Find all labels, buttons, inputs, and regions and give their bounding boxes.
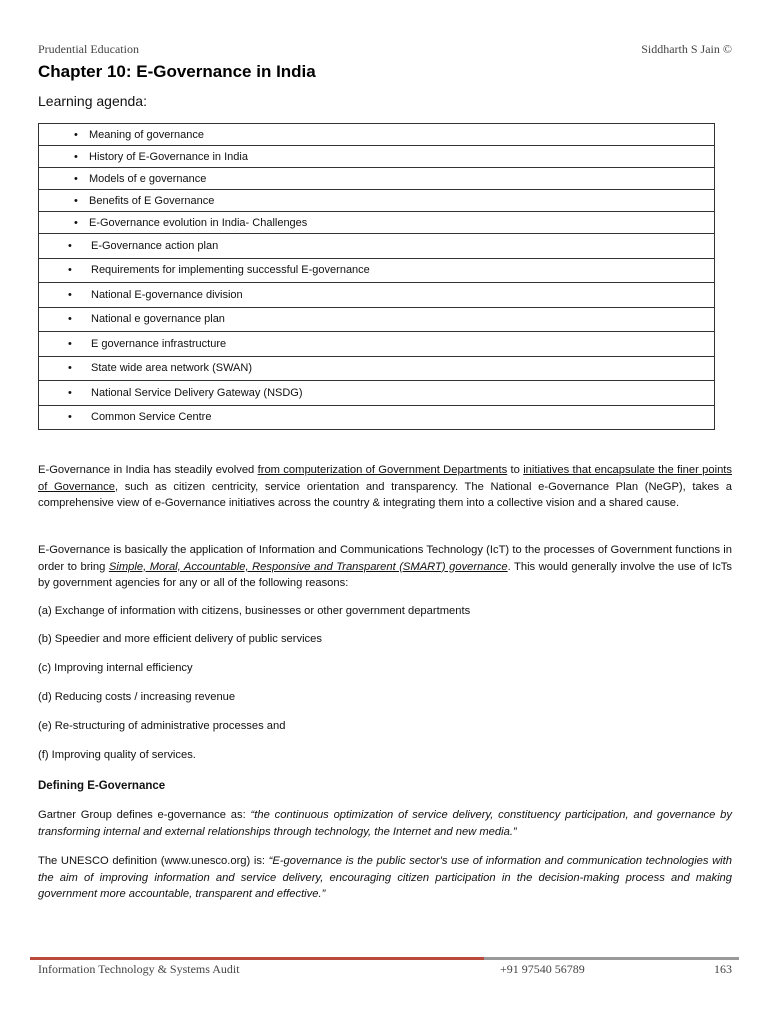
bullet-icon: • [68, 313, 72, 326]
bullet-icon: • [74, 216, 78, 229]
agenda-item: Models of e governance [89, 172, 207, 185]
agenda-row [39, 124, 715, 146]
unesco-paragraph: The UNESCO definition (www.unesco.org) is: “E-governance is the public sector's use of information and communication technologies with the aim of improving information and service delivery, encouraging citizen participation in the decision-making process and making government more accountable, transparent and effective.” [38, 855, 732, 901]
section-heading: Defining E-Governance [38, 780, 166, 792]
agenda-item: Common Service Centre [91, 411, 212, 424]
learning-agenda-label: Learning agenda: [38, 93, 147, 109]
bullet-icon: • [68, 362, 72, 375]
reason-item: (a) Exchange of information with citizens, businesses or other government departments [38, 605, 471, 617]
page-number: 163 [714, 962, 732, 976]
footer-course-title: Information Technology & Systems Audit [38, 962, 240, 976]
agenda-item: National Service Delivery Gateway (NSDG) [91, 386, 303, 399]
intro-paragraph: E-Governance in India has steadily evolved from computerization of Government Departments to initiatives that encapsulate the finer points of Governance, such as citizen centricity, service orientation and transparency. The National e-Governance Plan (NeGP), takes a comprehensive view of e-Governance initiatives across the country & integrating them into a collective vision and a shared cause. [38, 464, 733, 510]
agenda-row [39, 381, 715, 406]
agenda-row [39, 283, 715, 308]
agenda-item: State wide area network (SWAN) [91, 362, 252, 375]
agenda-row [39, 212, 715, 234]
agenda-item: E-Governance evolution in India- Challenges [89, 216, 308, 229]
agenda-row [39, 146, 715, 168]
footer-rule-accent [30, 957, 484, 960]
agenda-item: National e governance plan [91, 313, 225, 326]
agenda-item: History of E-Governance in India [89, 150, 248, 163]
agenda-table [38, 123, 715, 430]
agenda-row [39, 168, 715, 190]
bullet-icon: • [68, 411, 72, 424]
agenda-item: Benefits of E Governance [89, 194, 215, 207]
bullet-icon: • [68, 386, 72, 399]
agenda-row [39, 307, 715, 332]
agenda-item: E governance infrastructure [91, 337, 227, 350]
bullet-icon: • [68, 239, 72, 252]
running-header [38, 42, 732, 58]
agenda-row [39, 405, 715, 430]
bullet-icon: • [74, 128, 78, 141]
bullet-icon: • [68, 337, 72, 350]
agenda-row [39, 356, 715, 381]
agenda-row [39, 332, 715, 357]
header-publisher: Prudential Education [38, 42, 139, 56]
agenda-row [39, 234, 715, 259]
footer-phone: +91 97540 56789 [500, 962, 585, 976]
agenda-item: E-Governance action plan [91, 239, 219, 252]
gartner-paragraph: Gartner Group defines e-governance as: “the continuous optimization of service delivery, constituency participation, and governance by transforming internal and external relationships through technology, the Internet and new media.” [38, 809, 732, 838]
agenda-row [39, 258, 715, 283]
agenda-item: Requirements for implementing successful E-governance [91, 264, 370, 277]
bullet-icon: • [68, 288, 72, 301]
footer-rule-gray [484, 957, 739, 960]
reason-item: (d) Reducing costs / increasing revenue [38, 691, 236, 703]
header-author: Siddharth S Jain © [641, 42, 732, 56]
reason-item: (e) Re-structuring of administrative processes and [38, 720, 286, 732]
bullet-icon: • [74, 150, 78, 163]
bullet-icon: • [68, 264, 72, 277]
reason-item: (c) Improving internal efficiency [38, 662, 193, 674]
agenda-item: National E-governance division [91, 288, 243, 301]
reason-item: (b) Speedier and more efficient delivery of public services [38, 633, 322, 645]
bullet-icon: • [74, 172, 78, 185]
chapter-title: Chapter 10: E-Governance in India [38, 62, 316, 81]
definition-paragraph: E-Governance is basically the application of Information and Communications Technology (IcT) to the processes of Government functions in order to bring Simple, Moral, Accountable, Responsive and Transparent (SMART) governance. This would generally involve the use of IcTs by government agencies for any or all of the following reasons: [38, 544, 732, 590]
reason-item: (f) Improving quality of services. [38, 749, 196, 761]
agenda-item: Meaning of governance [89, 128, 204, 141]
bullet-icon: • [74, 194, 78, 207]
agenda-row [39, 190, 715, 212]
